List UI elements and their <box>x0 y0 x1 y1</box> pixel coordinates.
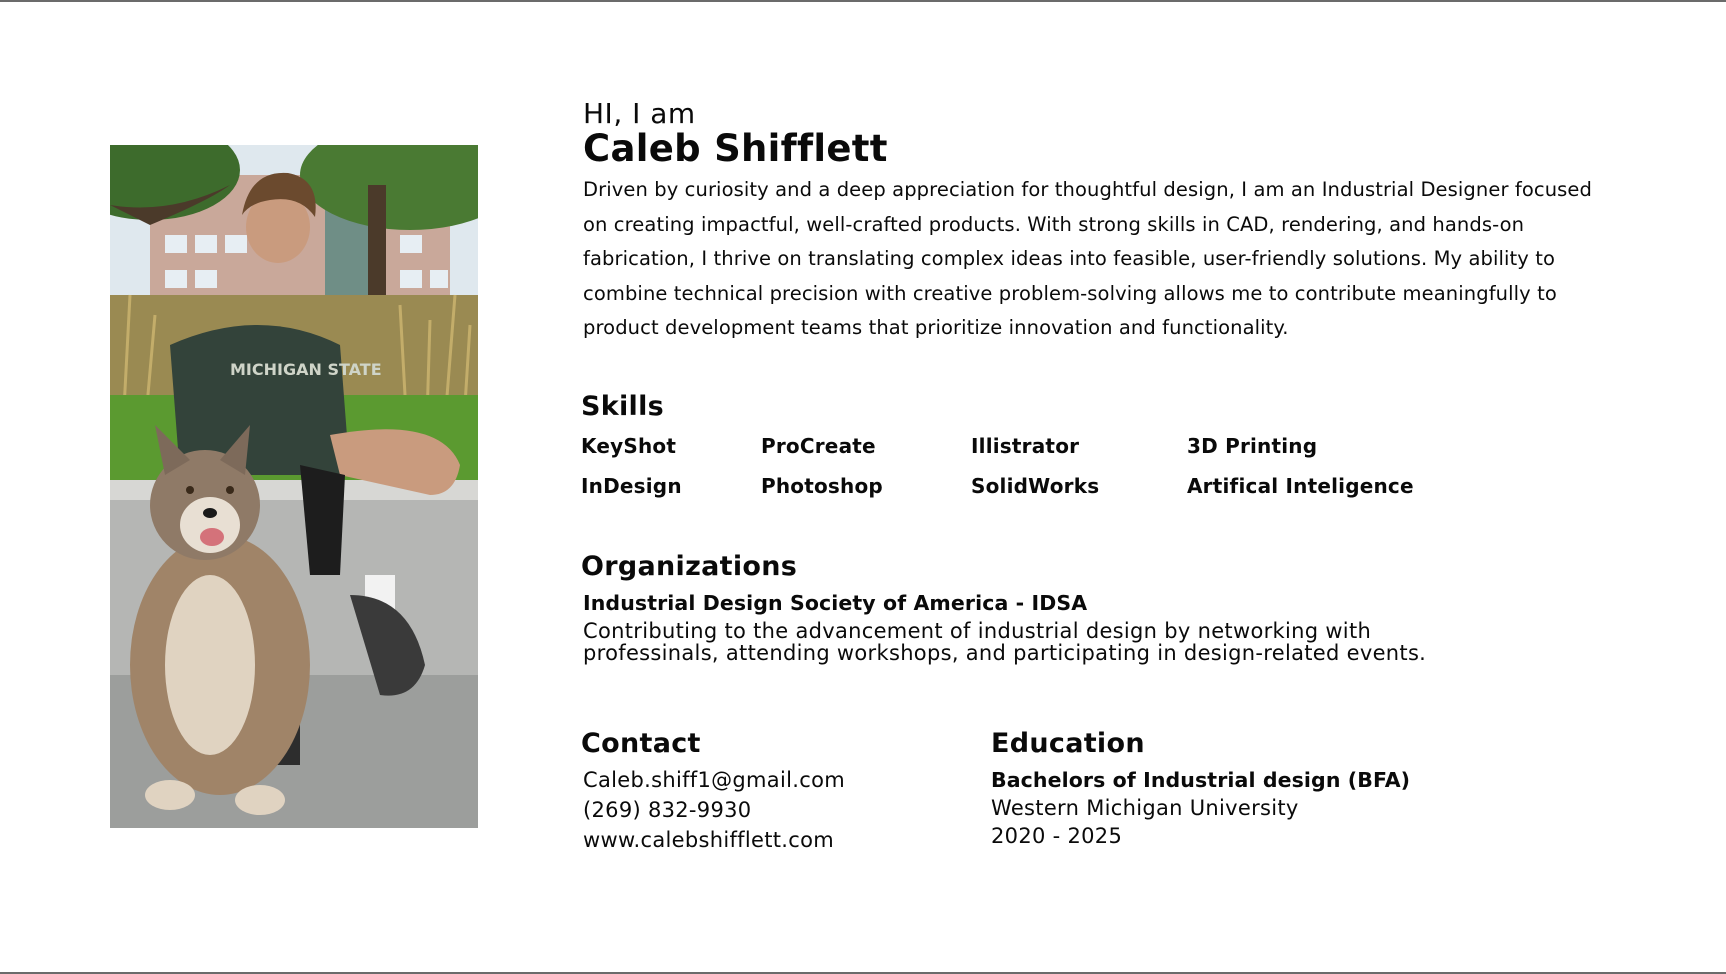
skill-item: SolidWorks <box>971 474 1100 498</box>
skills-heading: Skills <box>581 391 665 422</box>
top-border <box>0 0 1726 2</box>
organization-description: Contributing to the advancement of industrial design by networking with professinals, attending workshops, and participating in design-related events. <box>583 619 1427 665</box>
education-heading: Education <box>991 728 1145 759</box>
profile-photo <box>110 145 478 828</box>
skill-item: KeyShot <box>581 434 677 458</box>
education-school: Western Michigan University <box>991 796 1299 820</box>
skill-item: Illistrator <box>971 434 1080 458</box>
organization-name: Industrial Design Society of America - IDSA <box>583 591 1088 615</box>
profile-photo-illustration <box>110 145 478 828</box>
education-years: 2020 - 2025 <box>991 824 1123 848</box>
skill-item: Artifical Inteligence <box>1187 474 1414 498</box>
contact-phone[interactable]: (269) 832-9930 <box>583 798 752 822</box>
skill-item: InDesign <box>581 474 682 498</box>
shirt-text: MICHIGAN STATE <box>230 360 382 379</box>
skill-item: 3D Printing <box>1187 434 1318 458</box>
contact-email[interactable]: Caleb.shiff1@gmail.com <box>583 768 845 792</box>
intro-paragraph: Driven by curiosity and a deep appreciation for thoughtful design, I am an Industrial Designer focused on creating impactful, well-crafted products. With strong skills in CAD, rendering, and hands-on fabrication, I thrive on translating complex ideas into feasible, user-friendly solutions. My ability to combine technical precision with creative problem-solving allows me to contribute meaningfully to product development teams that prioritize innovation and functionality. <box>583 178 1592 339</box>
contact-heading: Contact <box>581 728 701 759</box>
skill-item: ProCreate <box>761 434 876 458</box>
page-title: Caleb Shifflett <box>583 127 888 170</box>
contact-website[interactable]: www.calebshifflett.com <box>583 828 834 852</box>
greeting-text: HI, I am <box>583 97 696 130</box>
skill-item: Photoshop <box>761 474 883 498</box>
education-degree: Bachelors of Industrial design (BFA) <box>991 768 1411 792</box>
organizations-heading: Organizations <box>581 551 798 582</box>
